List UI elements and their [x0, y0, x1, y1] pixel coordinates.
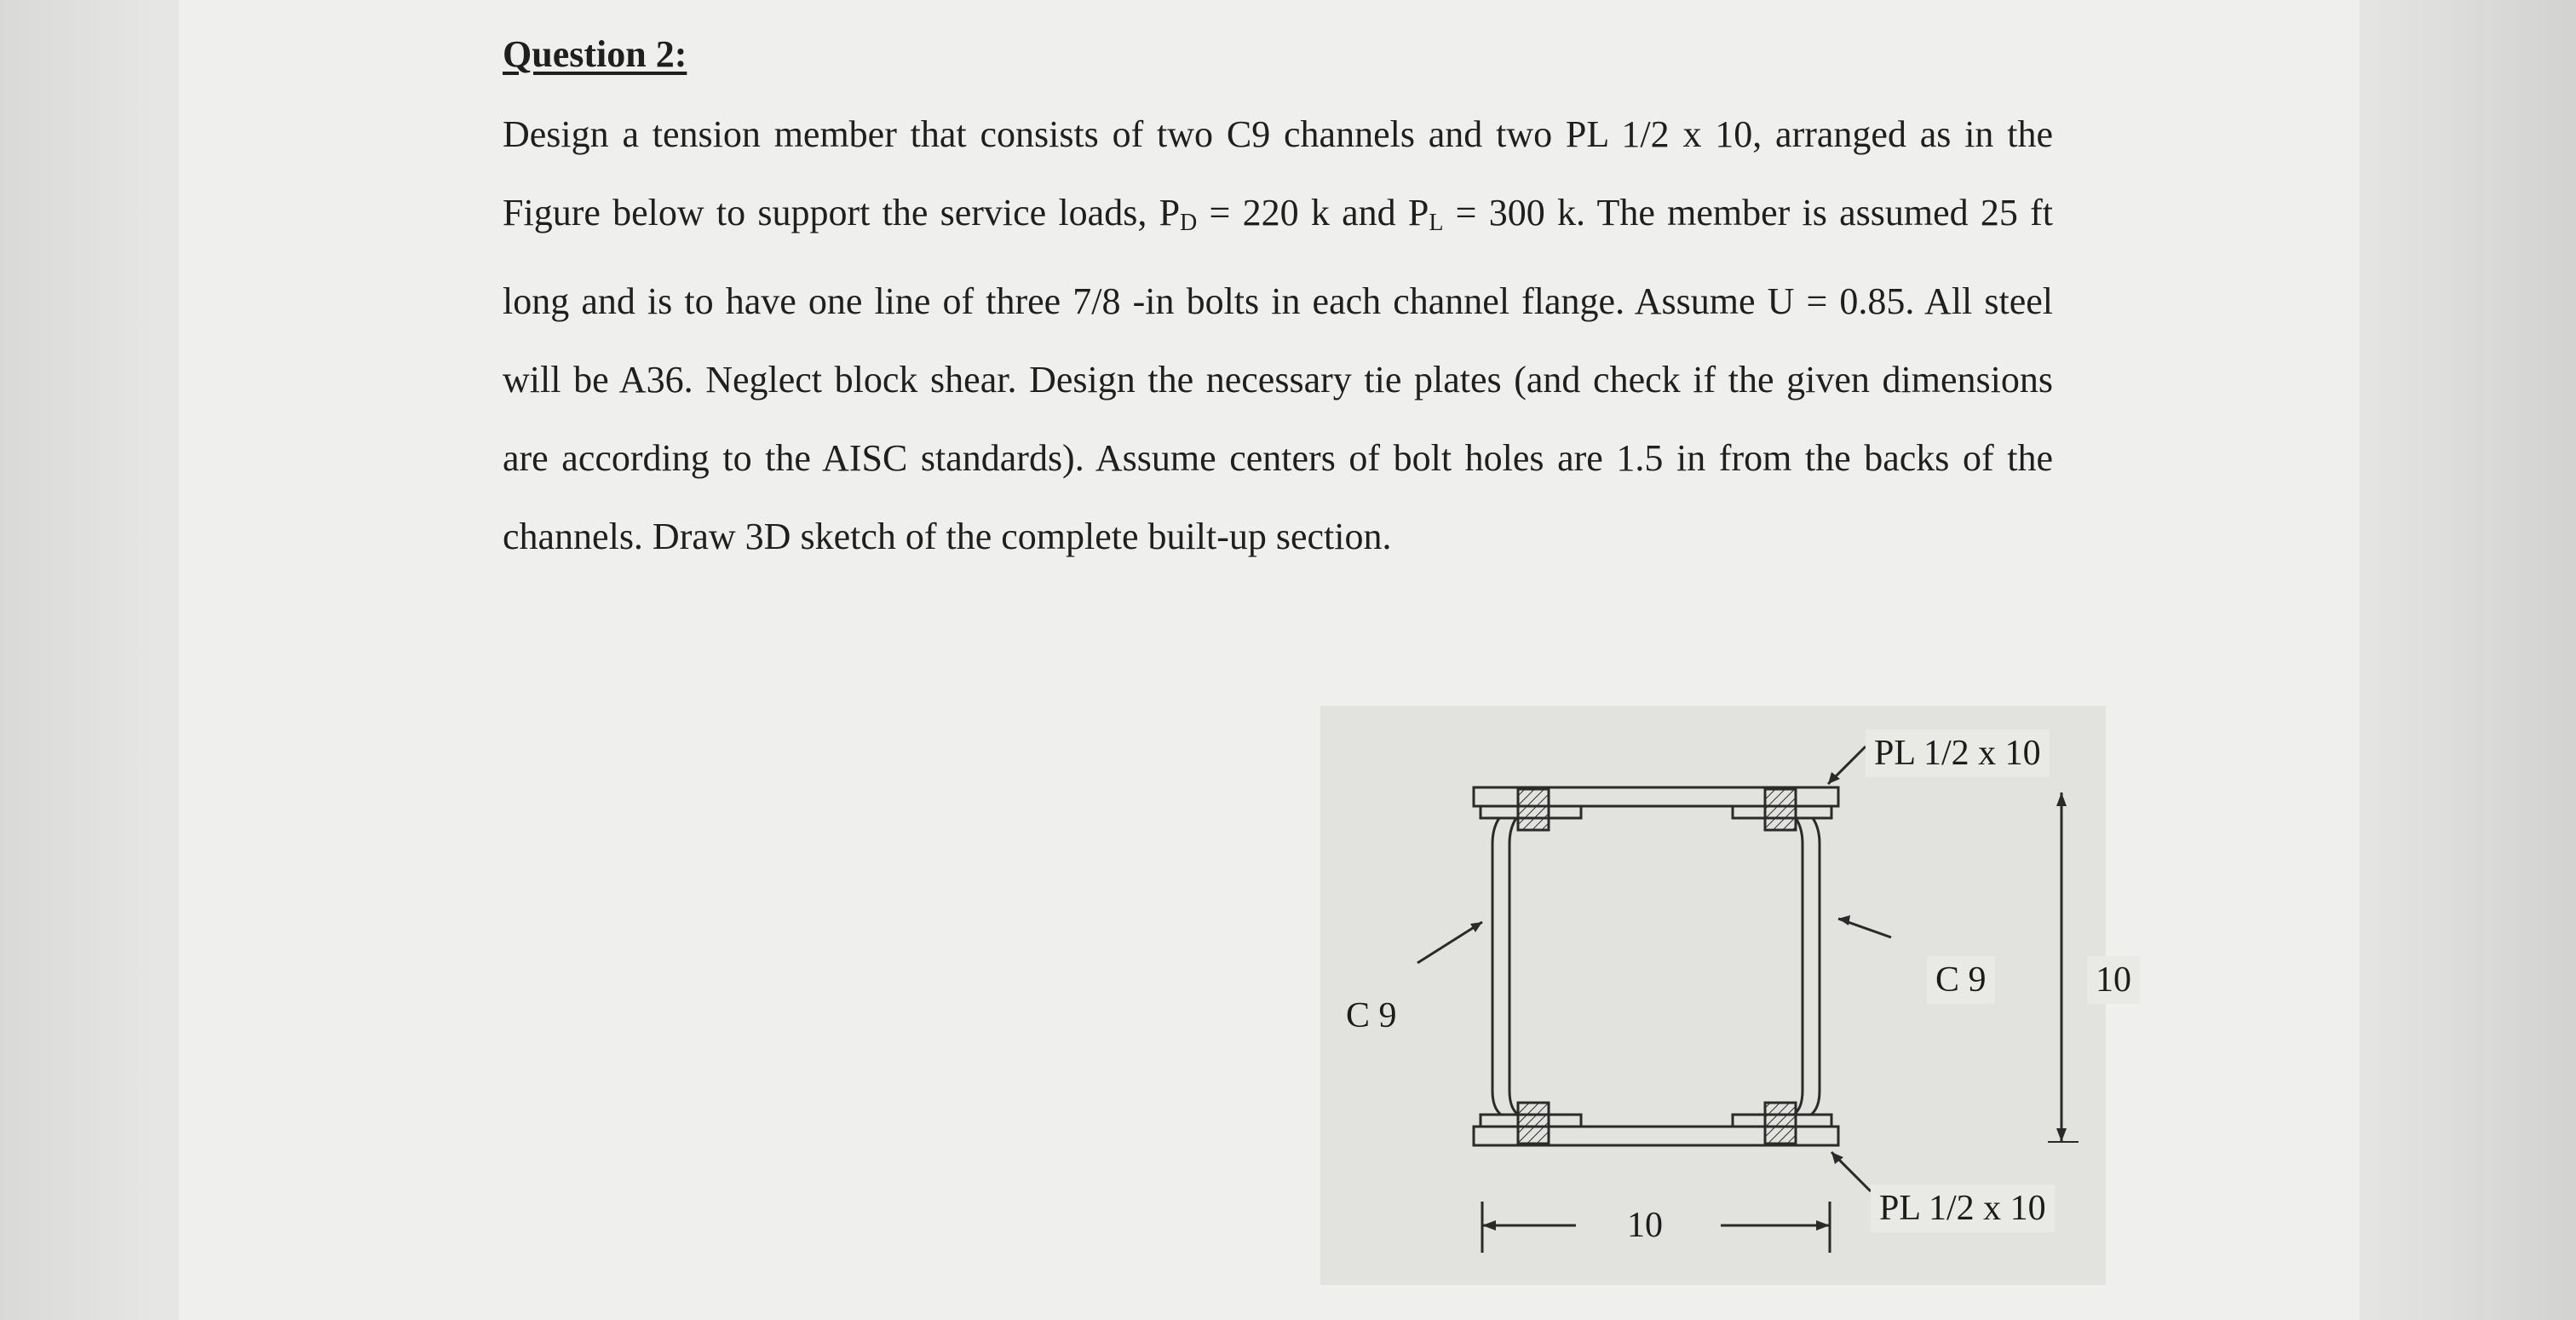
left-channel-web [1492, 818, 1501, 1115]
right-channel-web-inner [1794, 818, 1803, 1115]
question-text-part-3: = 300 k. The member is assumed 25 ft long and is to have one line of three 7/8 -in bolts in each channel flange. Assume U = 0.85. All steel will be A36. Neglect block shear. Design the necessary tie plates (and check if the given dimensions are according to the AISC standards). Assume centers of bolt holes are 1.5 in from the backs of the channels. Draw 3D sketch of the complete built-up section. [503, 192, 2053, 557]
label-right-channel: C 9 [1927, 956, 1995, 1004]
width-dim-arrow-right [1816, 1220, 1830, 1231]
label-width-dimension: 10 [1627, 1206, 1663, 1245]
height-dimension-arrow-bottom [2056, 1128, 2067, 1142]
bolt-top-left [1518, 789, 1549, 830]
left-channel-web-inner [1509, 818, 1518, 1115]
label-left-channel: C 9 [1346, 996, 1397, 1035]
bolt-bottom-left [1518, 1103, 1549, 1144]
label-top-plate: PL 1/2 x 10 [1866, 729, 2050, 777]
bolt-top-right [1765, 789, 1796, 830]
right-channel-web [1811, 818, 1820, 1115]
label-height-dimension: 10 [2087, 956, 2140, 1004]
question-text-part-2: = 220 k and P [1197, 192, 1429, 233]
label-bottom-plate: PL 1/2 x 10 [1871, 1185, 2055, 1232]
subscript-l: L [1429, 210, 1444, 236]
bolt-bottom-right [1765, 1103, 1796, 1144]
subscript-d: D [1180, 210, 1198, 236]
question-text-part-1: Design a tension member that consists of two C9 channels and two PL 1/2 x 10, arranged as in the Figure below to support the service loads, P [503, 113, 2053, 233]
width-dim-arrow-left [1482, 1220, 1496, 1231]
question-heading: Question 2: [503, 33, 687, 75]
leader-left-channel [1417, 922, 1482, 963]
height-dimension-arrow-top [2056, 793, 2067, 806]
